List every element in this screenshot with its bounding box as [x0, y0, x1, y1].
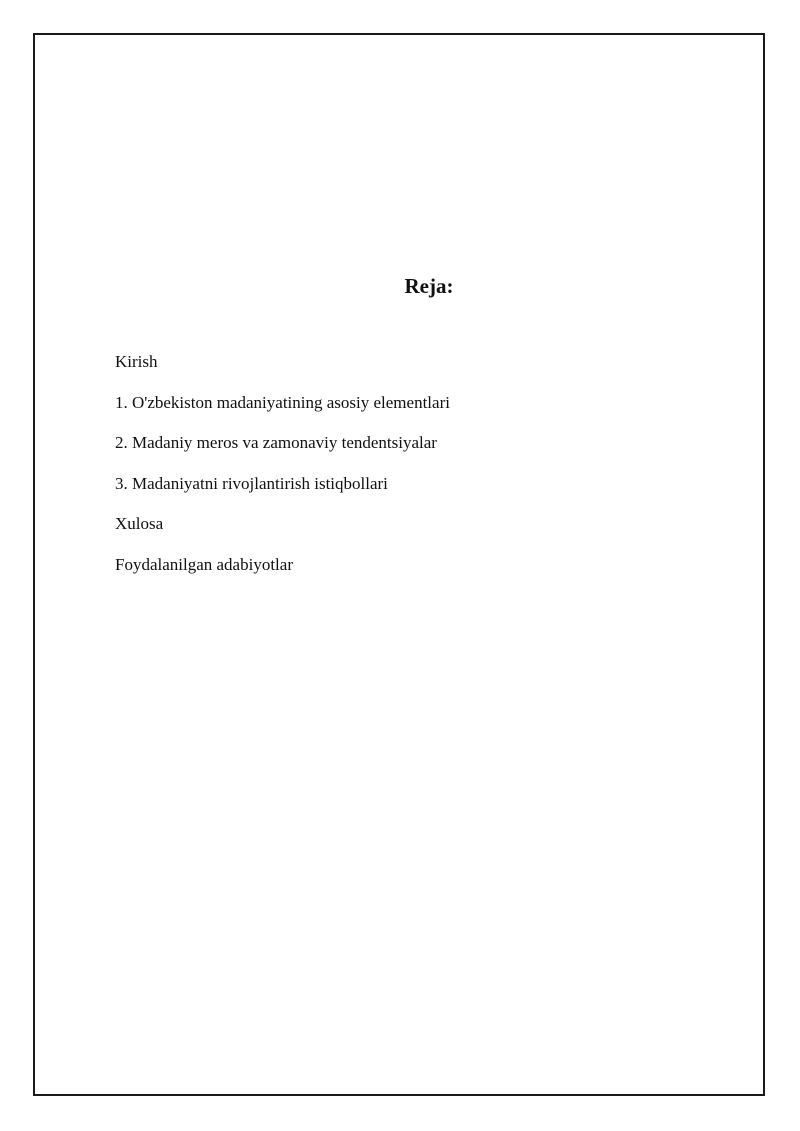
plan-item-references: Foydalanilgan adabiyotlar	[115, 554, 293, 574]
plan-item-conclusion: Xulosa	[115, 514, 164, 533]
plan-item-chapter-1: 1. O'zbekiston madaniyatining asosiy elementlari	[115, 392, 450, 412]
plan-list	[115, 350, 450, 593]
plan-item-introduction: Kirish	[115, 352, 158, 371]
plan-item-chapter-3: 3. Madaniyatni rivojlantirish istiqbollari	[115, 473, 388, 493]
page-title: Reja:	[404, 274, 454, 298]
plan-item-chapter-2: 2. Madaniy meros va zamonaviy tendentsiyalar	[115, 433, 437, 452]
